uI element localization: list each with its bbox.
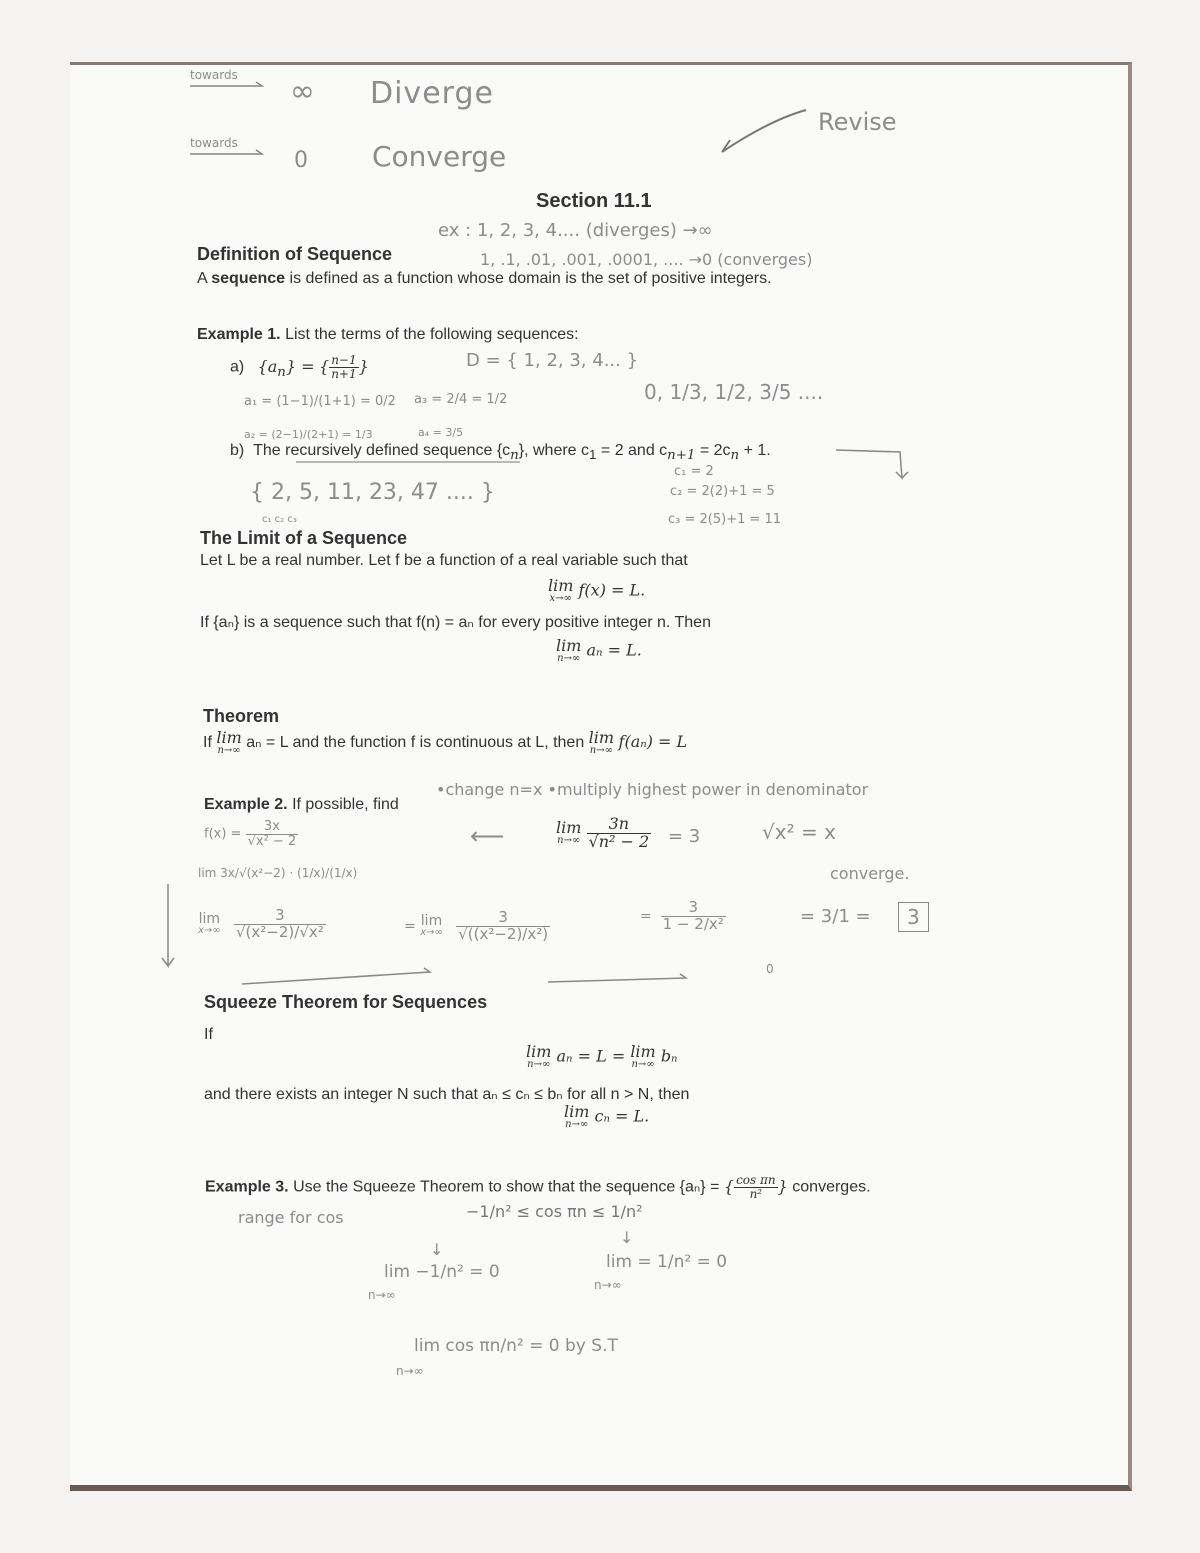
example1-c2: c₂ = 2(2)+1 = 5 bbox=[670, 484, 775, 499]
towards-arrow-2 bbox=[190, 150, 262, 154]
limit-line1: Let L be a real number. Let f be a function of a real variable such that bbox=[200, 552, 688, 569]
down-arrow-icon-right: ↓ bbox=[620, 1228, 634, 1247]
example1-b-labels: c₁ c₂ c₃ bbox=[262, 514, 297, 525]
limit-equation1: lim x→∞ f(x) = L. bbox=[548, 576, 646, 604]
margin-note-towards-2: towards bbox=[190, 136, 238, 150]
example2-step2: lim x→∞ $\frac{3}{\text{√(x²−2)/√x²}}$ bbox=[198, 906, 324, 941]
example1-terms: 0, 1/3, 1/2, 3/5 .... bbox=[644, 380, 824, 404]
definition-body: A sequence is defined as a function whose domain is the set of positive integers. bbox=[197, 270, 772, 287]
example1-prompt: Example 1. List the terms of the following sequences: bbox=[197, 326, 579, 343]
margin-note-diverge: Diverge bbox=[370, 76, 494, 111]
note-example-converge: 1, .1, .01, .001, .0001, .... →0 (converges) bbox=[480, 250, 813, 269]
example1-domain-note: D = { 1, 2, 3, 4... } bbox=[466, 350, 639, 371]
example1-a4: a₄ = 3/5 bbox=[418, 426, 464, 439]
example1-c1: c₁ = 2 bbox=[674, 464, 714, 479]
example1-part-b: b) The recursively defined sequence $\{c_n\}$, where $c_1 = 2$ and $c_{n+1} = 2c_n + 1$. bbox=[230, 442, 771, 464]
example2-step4-zero: 0 bbox=[766, 962, 774, 976]
example2-equals-three: = 3 bbox=[668, 826, 701, 847]
example1-c3: c₃ = 2(5)+1 = 11 bbox=[668, 512, 782, 527]
example1-part-a: a) $\{a_n\}$ = { $\frac{n-1}{n+1}$ } bbox=[230, 353, 369, 381]
example2-main-limit: lim n→∞ $\frac{3n}{\text{√n² − 2}}$ bbox=[556, 814, 650, 851]
margin-note-revise: Revise bbox=[818, 108, 897, 136]
margin-note-zero: 0 bbox=[294, 148, 308, 173]
example3-range-note: range for cos bbox=[238, 1208, 344, 1227]
example2-f-definition: f(x) = $\frac{3x}{\text{√x² − 2}}$ bbox=[204, 819, 297, 849]
example2-converge-note: converge. bbox=[830, 864, 910, 883]
example2-sqrt-note: √x² = x bbox=[762, 820, 836, 844]
margin-note-towards-1: towards bbox=[190, 68, 238, 82]
down-arrow-icon-left: ↓ bbox=[430, 1240, 444, 1259]
example3-inequality: −1/n² ≤ cos πn ≤ 1/n² bbox=[466, 1202, 643, 1221]
example3-lim-left: lim −1/n² = 0 bbox=[384, 1262, 500, 1282]
margin-note-converge: Converge bbox=[372, 140, 507, 173]
arrow-step-a bbox=[242, 968, 430, 984]
theorem-text: If lim n→∞ aₙ = L and the function f is continuous at L, then lim n→∞ f(aₙ) = L bbox=[203, 728, 688, 756]
example3-final: lim cos πn/n² = 0 by S.T bbox=[414, 1336, 618, 1356]
example3-prompt: Example 3. Use the Squeeze Theorem to show that the sequence {aₙ} = { $\frac{\text{cos πn}}{\text{n²}}$ } converges. bbox=[205, 1173, 871, 1201]
example2-step4: = $\frac{3}{\text{1 − 2/x²}}$ bbox=[640, 898, 724, 933]
down-arrow-left-margin bbox=[162, 884, 174, 966]
example1-a3: a₃ = 2/4 = 1/2 bbox=[414, 392, 508, 407]
squeeze-heading: Squeeze Theorem for Sequences bbox=[204, 992, 488, 1012]
example2-step1: lim 3x/√(x²−2) · (1/x)/(1/x) bbox=[198, 866, 358, 880]
example2-step5: = 3/1 = bbox=[800, 906, 871, 927]
checkmark-stroke bbox=[722, 110, 806, 152]
example1-b-sequence: { 2, 5, 11, 23, 47 .... } bbox=[250, 480, 495, 505]
example2-prompt: Example 2. If possible, find bbox=[204, 796, 399, 813]
section-title: Section 11.1 bbox=[536, 190, 652, 212]
left-arrow-icon: ⟵ bbox=[470, 822, 505, 850]
squeeze-equation1: lim n→∞ aₙ = L = lim n→∞ bₙ bbox=[526, 1042, 678, 1070]
definition-heading: Definition of Sequence bbox=[197, 244, 393, 264]
example3-lim-right-sub: n→∞ bbox=[594, 1278, 622, 1292]
example1-a2: a₂ = (2−1)/(2+1) = 1/3 bbox=[244, 428, 373, 441]
example3-lim-right: lim = 1/n² = 0 bbox=[606, 1252, 728, 1272]
squeeze-line: and there exists an integer N such that aₙ ≤ cₙ ≤ bₙ for all n > N, then bbox=[204, 1086, 690, 1103]
arrow-step-b bbox=[548, 974, 686, 982]
example2-note: •change n=x •multiply highest power in denominator bbox=[436, 780, 869, 799]
towards-arrow-1 bbox=[190, 82, 262, 86]
limit-heading: The Limit of a Sequence bbox=[200, 528, 408, 548]
example2-answer-box: 3 bbox=[898, 902, 929, 932]
example3-lim-left-sub: n→∞ bbox=[368, 1288, 396, 1302]
bracket-arrow-b bbox=[836, 450, 908, 478]
example1-a1: a₁ = (1−1)/(1+1) = 0/2 bbox=[244, 394, 396, 409]
theorem-heading: Theorem bbox=[203, 706, 280, 726]
note-example-diverge: ex : 1, 2, 3, 4.... (diverges) →∞ bbox=[438, 220, 713, 241]
squeeze-if: If bbox=[204, 1026, 213, 1043]
margin-note-infinity: ∞ bbox=[290, 74, 315, 109]
example2-step3: = lim x→∞ $\frac{3}{\text{√((x²−2)/x²)}}$ bbox=[404, 908, 549, 943]
limit-equation2: lim n→∞ aₙ = L. bbox=[556, 636, 642, 664]
example3-final-sub: n→∞ bbox=[396, 1364, 424, 1378]
squeeze-equation2: lim n→∞ cₙ = L. bbox=[564, 1102, 650, 1130]
limit-line2: If {aₙ} is a sequence such that f(n) = aₙ for every positive integer n. Then bbox=[200, 614, 711, 631]
